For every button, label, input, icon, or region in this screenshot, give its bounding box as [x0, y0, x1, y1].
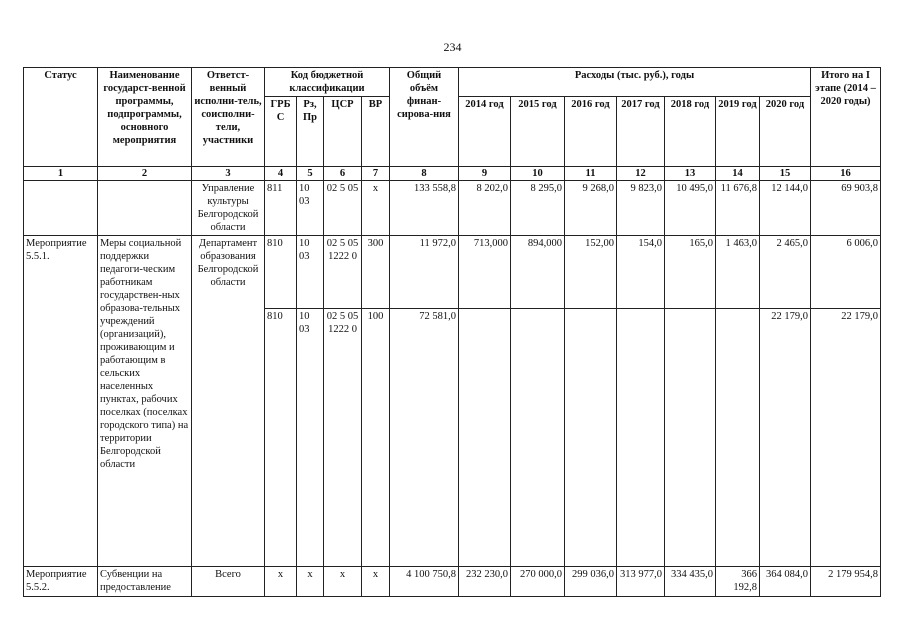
header-row-1 — [24, 68, 881, 97]
stage-total-cell: 6 006,0 — [811, 236, 881, 309]
vr-cell: 100 — [362, 309, 390, 567]
year-cell: 313 977,0 — [617, 567, 665, 597]
year-cell: 22 179,0 — [760, 309, 811, 567]
column-number: 14 — [716, 167, 760, 181]
year-cell: 8 295,0 — [511, 181, 565, 236]
year-cell — [565, 309, 617, 567]
header-responsible: Ответст-венный исполни-тель, соисполни-тели, участники — [192, 68, 265, 167]
rzpr-cell: х — [297, 567, 324, 597]
rzpr-cell: 10 03 — [297, 181, 324, 236]
header-rzpr: Рз, Пр — [297, 97, 324, 167]
status-cell — [24, 181, 98, 236]
csr-cell: 02 5 05 1222 0 — [324, 236, 362, 309]
column-number: 10 — [511, 167, 565, 181]
header-year-2015: 2015 год — [511, 97, 565, 167]
budget-table — [23, 67, 881, 597]
column-number: 6 — [324, 167, 362, 181]
total-cell: 72 581,0 — [390, 309, 459, 567]
header-csr: ЦСР — [324, 97, 362, 167]
header-year-2014: 2014 год — [459, 97, 511, 167]
year-cell: 894,000 — [511, 236, 565, 309]
column-number: 4 — [265, 167, 297, 181]
grbs-cell: 810 — [265, 309, 297, 567]
year-cell: 270 000,0 — [511, 567, 565, 597]
header-budget-code: Код бюджетной классификации — [265, 68, 390, 97]
total-cell: 4 100 750,8 — [390, 567, 459, 597]
grbs-cell: 811 — [265, 181, 297, 236]
header-total-volume: Общий объём финан-сирова-ния — [390, 68, 459, 167]
year-cell: 165,0 — [665, 236, 716, 309]
year-cell: 299 036,0 — [565, 567, 617, 597]
stage-total-cell: 69 903,8 — [811, 181, 881, 236]
header-year-2017: 2017 год — [617, 97, 665, 167]
status-cell: Мероприятие 5.5.1. — [24, 236, 98, 567]
header-stage-total: Итого на I этапе (2014 – 2020 годы) — [811, 68, 881, 167]
year-cell: 366 192,8 — [716, 567, 760, 597]
year-cell: 8 202,0 — [459, 181, 511, 236]
year-cell: 152,00 — [565, 236, 617, 309]
year-cell — [617, 309, 665, 567]
column-number: 3 — [192, 167, 265, 181]
header-name: Наименование государст-венной программы, подпрограммы, основного мероприятия — [98, 68, 192, 167]
year-cell: 10 495,0 — [665, 181, 716, 236]
year-cell: 232 230,0 — [459, 567, 511, 597]
year-cell: 713,000 — [459, 236, 511, 309]
column-number: 11 — [565, 167, 617, 181]
name-cell — [98, 181, 192, 236]
page-number: 234 — [443, 40, 462, 54]
responsible-cell: Департамент образования Белгородской области — [192, 236, 265, 567]
year-cell: 9 823,0 — [617, 181, 665, 236]
vr-cell: х — [362, 567, 390, 597]
year-cell: 154,0 — [617, 236, 665, 309]
column-number: 9 — [459, 167, 511, 181]
year-cell — [459, 309, 511, 567]
table-row — [24, 567, 881, 597]
year-cell: 334 435,0 — [665, 567, 716, 597]
column-number: 5 — [297, 167, 324, 181]
rzpr-cell: 10 03 — [297, 309, 324, 567]
grbs-cell: х — [265, 567, 297, 597]
header-year-2019: 2019 год — [716, 97, 760, 167]
header-expenses: Расходы (тыс. руб.), годы — [459, 68, 811, 97]
stage-total-cell: 2 179 954,8 — [811, 567, 881, 597]
grbs-cell: 810 — [265, 236, 297, 309]
total-cell: 133 558,8 — [390, 181, 459, 236]
responsible-cell: Управление культуры Белгородской области — [192, 181, 265, 236]
header-status: Статус — [24, 68, 98, 167]
csr-cell: 02 5 05 1222 0 — [324, 309, 362, 567]
column-number: 16 — [811, 167, 881, 181]
status-cell: Мероприятие 5.5.2. — [24, 567, 98, 597]
table-row — [24, 181, 881, 236]
name-cell: Меры социальной поддержки педагоги-ческим работникам государствен-ных образова-тельных учреждений (организаций), проживающим и работающим в сельских населенных пунктах, рабочих поселках (поселках городского типа) на территории Белгородской области — [98, 236, 192, 567]
year-cell: 1 463,0 — [716, 236, 760, 309]
stage-total-cell: 22 179,0 — [811, 309, 881, 567]
year-cell: 9 268,0 — [565, 181, 617, 236]
name-cell: Субвенции на предоставление — [98, 567, 192, 597]
csr-cell: х — [324, 567, 362, 597]
column-number: 15 — [760, 167, 811, 181]
column-number: 8 — [390, 167, 459, 181]
vr-cell: х — [362, 181, 390, 236]
table-row — [24, 236, 881, 309]
header-grbs: ГРБ С — [265, 97, 297, 167]
year-cell: 2 465,0 — [760, 236, 811, 309]
header-year-2020: 2020 год — [760, 97, 811, 167]
column-number: 12 — [617, 167, 665, 181]
header-vr: ВР — [362, 97, 390, 167]
year-cell — [665, 309, 716, 567]
year-cell — [511, 309, 565, 567]
column-number: 1 — [24, 167, 98, 181]
column-number: 13 — [665, 167, 716, 181]
header-year-2018: 2018 год — [665, 97, 716, 167]
responsible-cell: Всего — [192, 567, 265, 597]
column-number: 2 — [98, 167, 192, 181]
total-cell: 11 972,0 — [390, 236, 459, 309]
year-cell: 364 084,0 — [760, 567, 811, 597]
year-cell: 12 144,0 — [760, 181, 811, 236]
year-cell — [716, 309, 760, 567]
header-year-2016: 2016 год — [565, 97, 617, 167]
rzpr-cell: 10 03 — [297, 236, 324, 309]
year-cell: 11 676,8 — [716, 181, 760, 236]
csr-cell: 02 5 05 — [324, 181, 362, 236]
column-number-row — [24, 167, 881, 181]
column-number: 7 — [362, 167, 390, 181]
vr-cell: 300 — [362, 236, 390, 309]
